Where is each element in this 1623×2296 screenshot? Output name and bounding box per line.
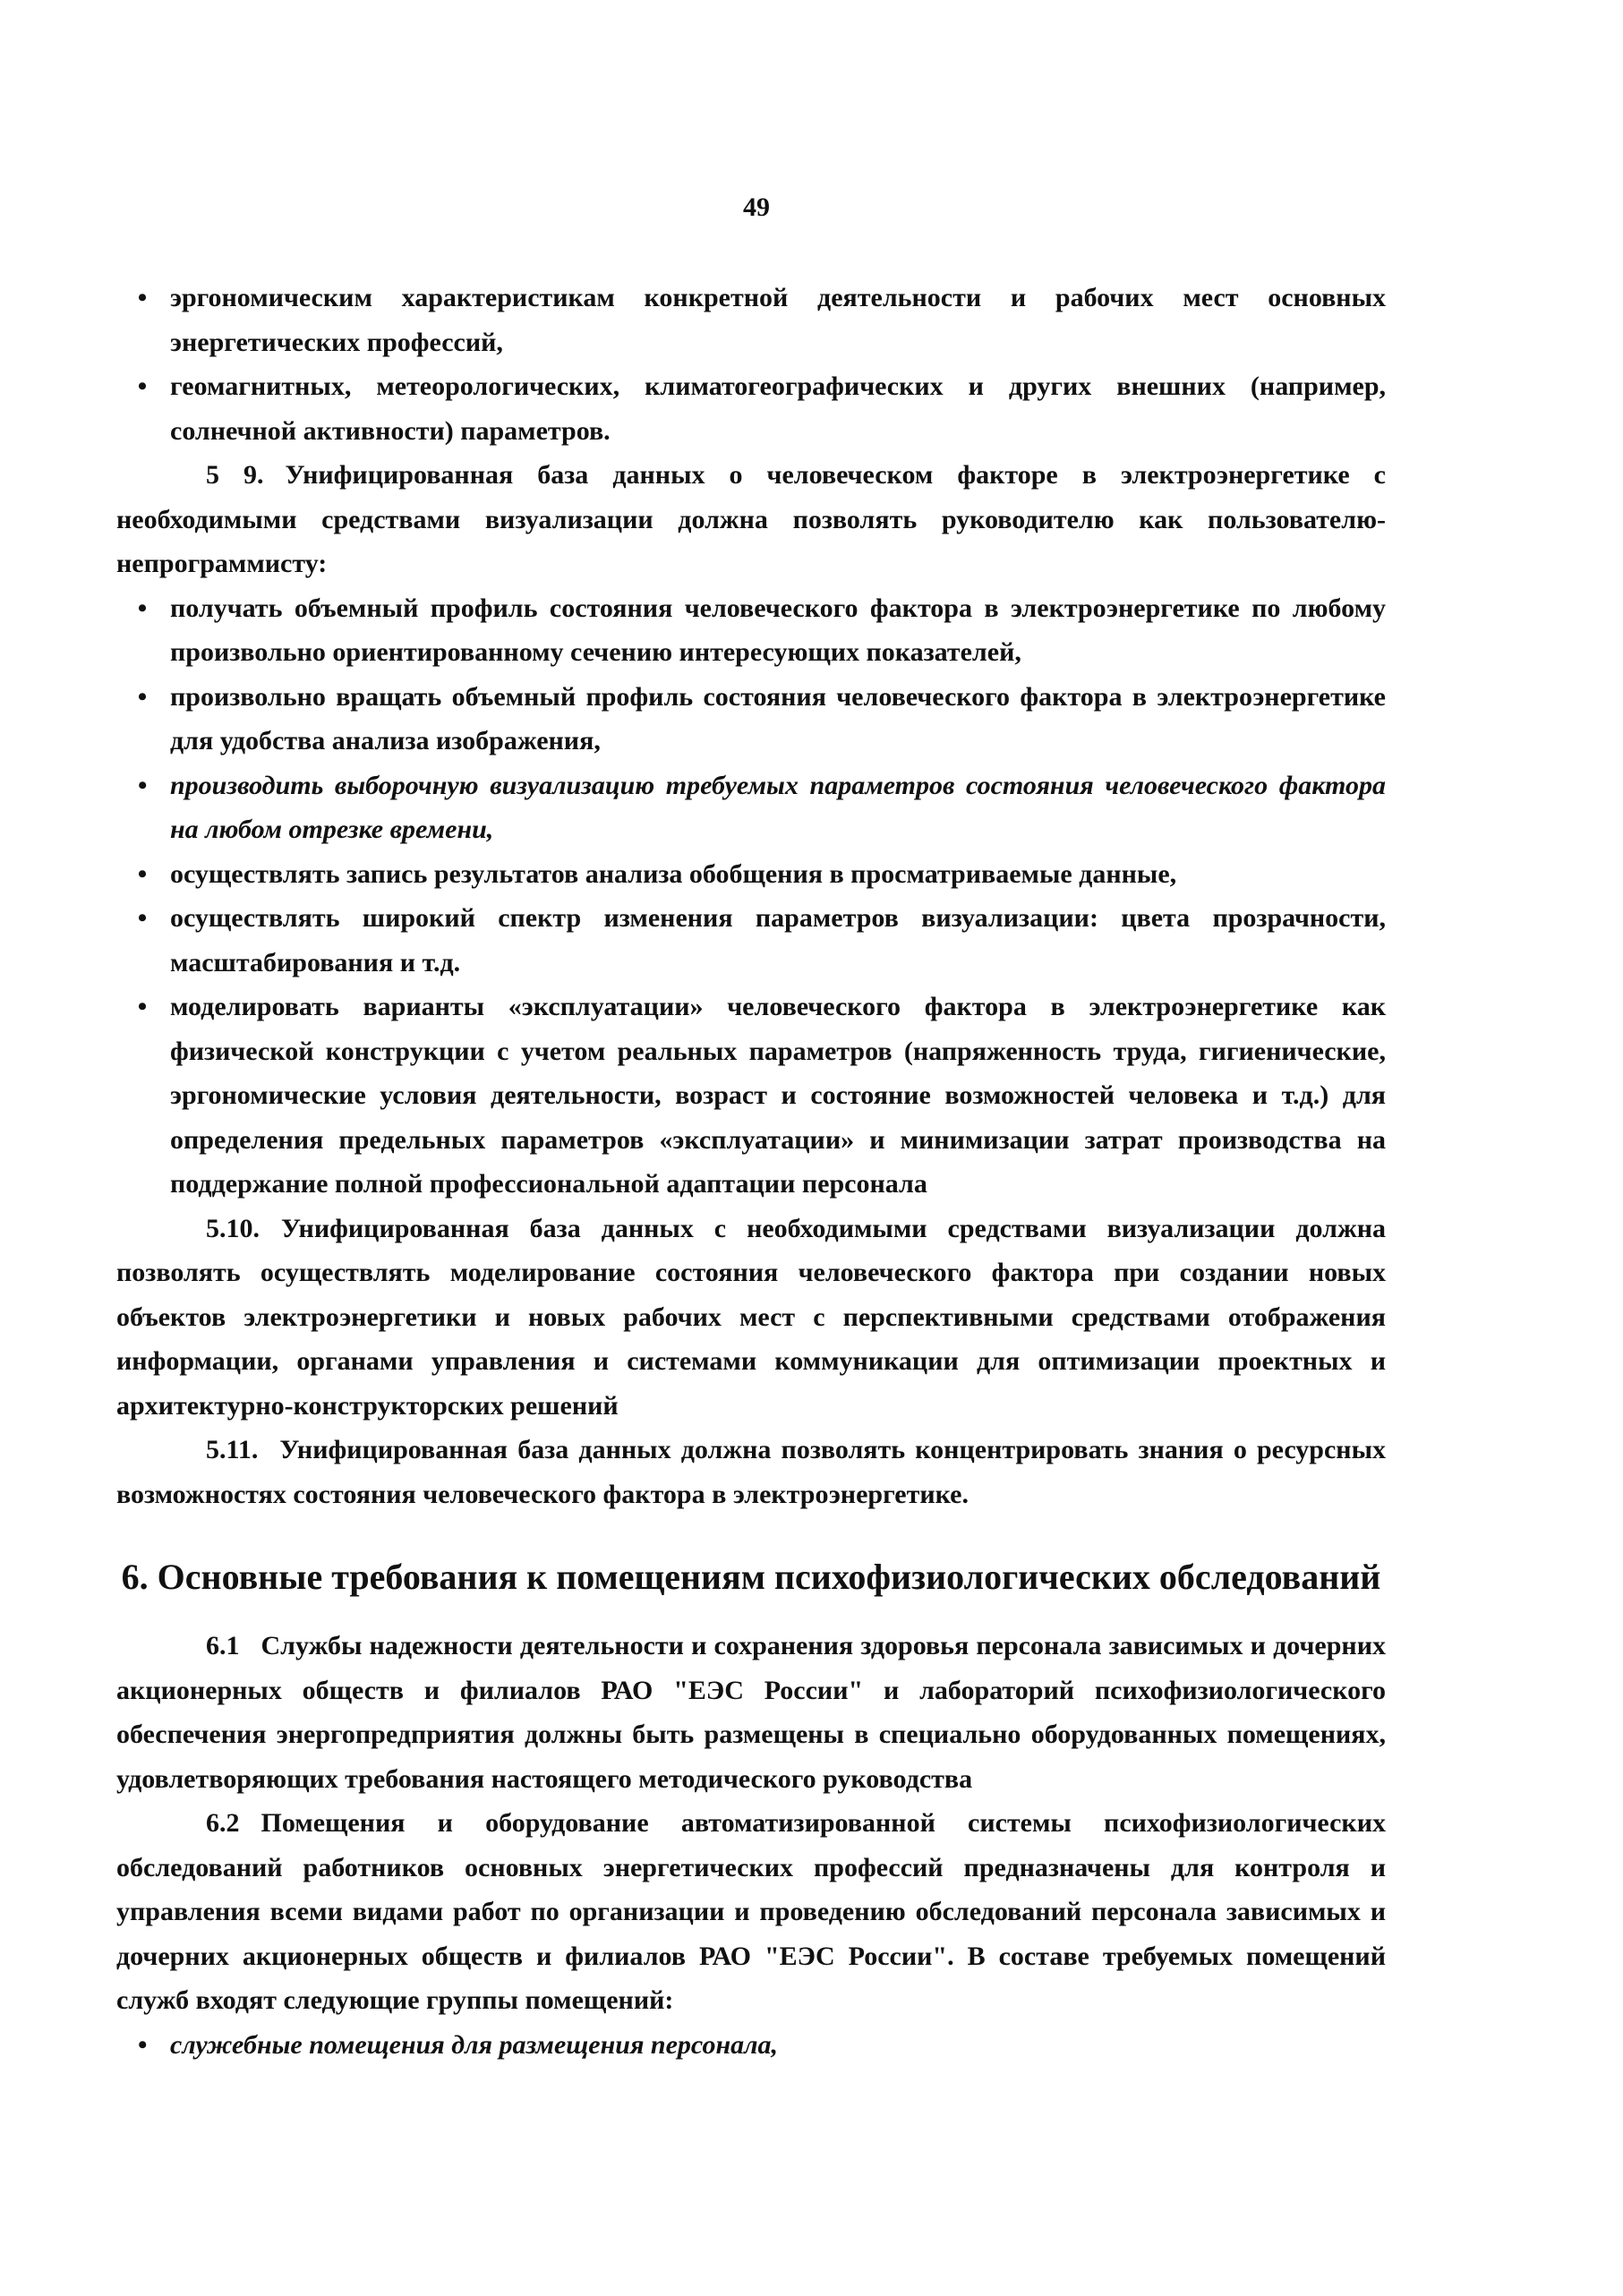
bullet-item [116,764,1386,852]
paragraph-number: 5.10. [206,1213,260,1243]
paragraph-text: Унифицированная база данных должна позволять концентрировать знания о ресурсных возможностях состояния человеческого фактора в электроэнергетике. [116,1435,1386,1509]
bullet-glyph: • [137,593,148,623]
bullet-item [116,985,1386,1207]
paragraph-text: Службы надежности деятельности и сохранения здоровья персонала зависимых и дочерних акционерных обществ и филиалов РАО "ЕЭС России" и лабораторий психофизиологического обеспечения энергопредприятия должны быть размещены в специально оборудованных помещениях, удовлетворяющих требования настоящего методического руководства [116,1631,1386,1794]
paragraph-number: 6.2 [206,1808,240,1838]
bullet-glyph: • [137,283,148,312]
paragraph-number: 5 9. [206,460,264,490]
page-number: 49 [743,192,770,222]
paragraph-number: 5.11. [206,1435,259,1464]
bullet-text: служебные помещения для размещения персонала, [170,2029,779,2060]
bullet-text: эргономическим характеристикам конкретной деятельности и рабочих мест основных энергетических профессий, [170,283,1386,357]
bullet-glyph: • [137,903,148,933]
bullet-item [116,276,1386,364]
section-title: Основные требования к помещениям психофизиологических обследований [157,1557,1381,1597]
bullet-item [116,852,1386,897]
bullet-item [116,896,1386,985]
bullet-glyph: • [137,992,148,1021]
bullet-item [116,2023,1386,2068]
bullet-glyph: • [137,2029,148,2060]
bullet-glyph: • [137,681,148,712]
bullet-item [116,364,1386,453]
paragraph-text: Помещения и оборудование автоматизированной системы психофизиологических обследований работников основных энергетических профессий предназначены для контроля и управления всеми видами работ по организации и проведению обследований персонала зависимых и дочерних акционерных обществ и филиалов РАО "ЕЭС России". В составе требуемых помещений служб входят следующие группы помещений: [116,1808,1386,2015]
paragraph-text: Унифицированная база данных с необходимыми средствами визуализации должна позволять осуществлять моделирование состояния человеческого фактора при создании новых объектов электроэнергетики и новых рабочих мест с перспективными средствами отображения информации, органами управления и системами коммуникации для оптимизации проектных и архитектурно-конструкторских решений [116,1213,1386,1421]
paragraph-6-2 [116,1801,1386,2023]
bullet-text: получать объемный профиль состояния человеческого фактора в электроэнергетике по любому произвольно ориентированному сечению интересующих показателей, [170,593,1386,667]
bullet-glyph: • [137,858,148,889]
paragraph-text: Унифицированная база данных о человеческом факторе в электроэнергетике с необходимыми средствами визуализации должна позволять руководителю как пользователю-непрограммисту: [116,460,1386,578]
bullet-text: геомагнитных, метеорологических, климатогеографических и других внешних (например, солнечной активности) параметров. [170,371,1386,446]
bullet-item [116,675,1386,764]
bullet-glyph: • [137,770,148,800]
paragraph-5-11 [116,1428,1386,1516]
paragraph-number: 6.1 [206,1631,240,1660]
paragraph-5-10 [116,1207,1386,1429]
bullet-glyph: • [137,371,148,401]
bullet-text: производить выборочную визуализацию требуемых параметров состояния человеческого фактора на любом отрезке времени, [170,770,1386,844]
paragraph-6-1 [116,1624,1386,1801]
bullet-text: произвольно вращать объемный профиль состояния человеческого фактора в электроэнергетике для удобства анализа изображения, [170,681,1386,755]
paragraph-5-9 [116,453,1386,586]
section-number: 6. [121,1557,149,1597]
page-content [116,276,1386,2067]
bullet-text: осуществлять запись результатов анализа обобщения в просматриваемые данные, [170,858,1177,889]
bullet-item [116,586,1386,675]
bullet-text: осуществлять широкий спектр изменения параметров визуализации: цвета прозрачности, масштабирования и т.д. [170,903,1386,977]
bullet-text: моделировать варианты «эксплуатации» человеческого фактора в электроэнергетике как физической конструкции с учетом реальных параметров (напряженность труда, гигиенические, эргономические условия деятельности, возраст и состояние возможностей человека и т.д.) для определения предельных параметров «эксплуатации» и минимизации затрат производства на поддержание полной профессиональной адаптации персонала [170,992,1386,1199]
section-heading [116,1543,1386,1611]
